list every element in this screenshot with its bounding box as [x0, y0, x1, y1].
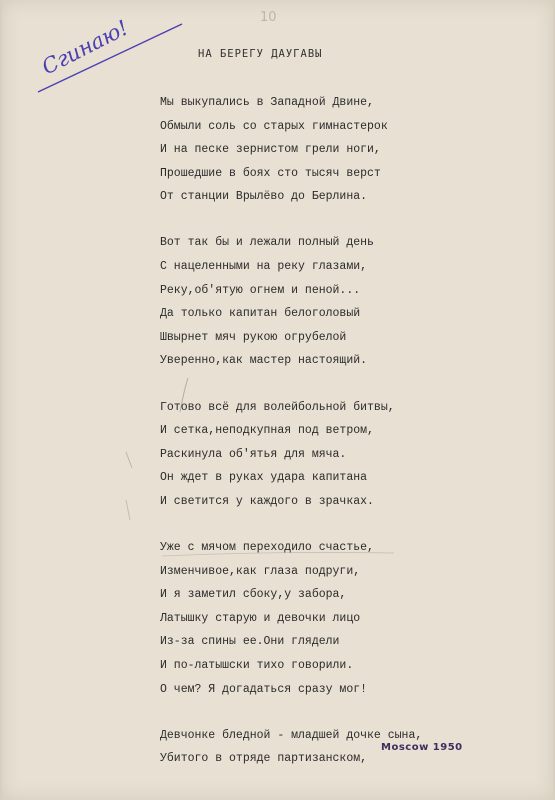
- stanza-4: [160, 536, 422, 701]
- poem-line: Готово всё для волейбольной битвы,: [160, 400, 395, 414]
- poem-line: О чем? Я догадаться сразу мог!: [160, 682, 368, 696]
- poem-line: С нацеленными на реку глазами,: [160, 260, 368, 274]
- poem-line: Вот так бы и лежали полный день: [160, 236, 374, 250]
- poem-line: Латышку старую и девочки лицо: [160, 611, 361, 625]
- poem-line: Уверенно,как мастер настоящий.: [160, 354, 368, 368]
- page-number: 10: [260, 10, 277, 25]
- poem-line: И на песке зернистом грели ноги,: [160, 143, 381, 157]
- poem-line: И по-латышски тихо говорили.: [160, 658, 354, 672]
- poem-line: От станции Врылёво до Берлина.: [160, 190, 368, 204]
- poem-line: Девчонке бледной - младшей дочке сына,: [160, 728, 423, 742]
- poem-line: Из-за спины ее.Они глядели: [160, 635, 340, 649]
- poem-line: Швырнет мяч рукою огрубелой: [160, 330, 347, 344]
- poem-line: И я заметил сбоку,у забора,: [160, 588, 347, 602]
- poem-line: Мы выкупались в Западной Двине,: [160, 96, 374, 109]
- signature-stamp: Moscow 1950: [381, 742, 463, 753]
- stanza-1: [160, 91, 422, 209]
- poem-line: Изменчивое,как глаза подруги,: [160, 564, 361, 578]
- handwritten-note-text: Сгинаю!: [38, 15, 133, 80]
- poem-line: Он ждет в руках удара капитана: [160, 471, 368, 485]
- poem-line: Обмыли соль со старых гимнастерок: [160, 119, 388, 133]
- stanza-3: [160, 396, 422, 514]
- poem-line: Прошедшие в боях сто тысяч верст: [160, 166, 381, 180]
- poem-line: Раскинула об'ятья для мяча.: [160, 447, 347, 461]
- poem-title: НА БЕРЕГУ ДАУГАВЫ: [198, 48, 323, 60]
- poem-line: И светится у каждого в зрачках.: [160, 494, 374, 508]
- paper-sheet: [2, 0, 553, 800]
- poem-line: Реку,об'ятую огнем и пеной...: [160, 283, 361, 297]
- poem-line: И сетка,неподкупная под ветром,: [160, 424, 374, 438]
- stanza-2: [160, 231, 422, 373]
- poem-line: Уже с мячом переходило счастье,: [160, 541, 374, 554]
- poem-line: Убитого в отряде партизанском,: [160, 752, 368, 766]
- poem-body: [160, 91, 422, 793]
- poem-line: Да только капитан белоголовый: [160, 307, 361, 321]
